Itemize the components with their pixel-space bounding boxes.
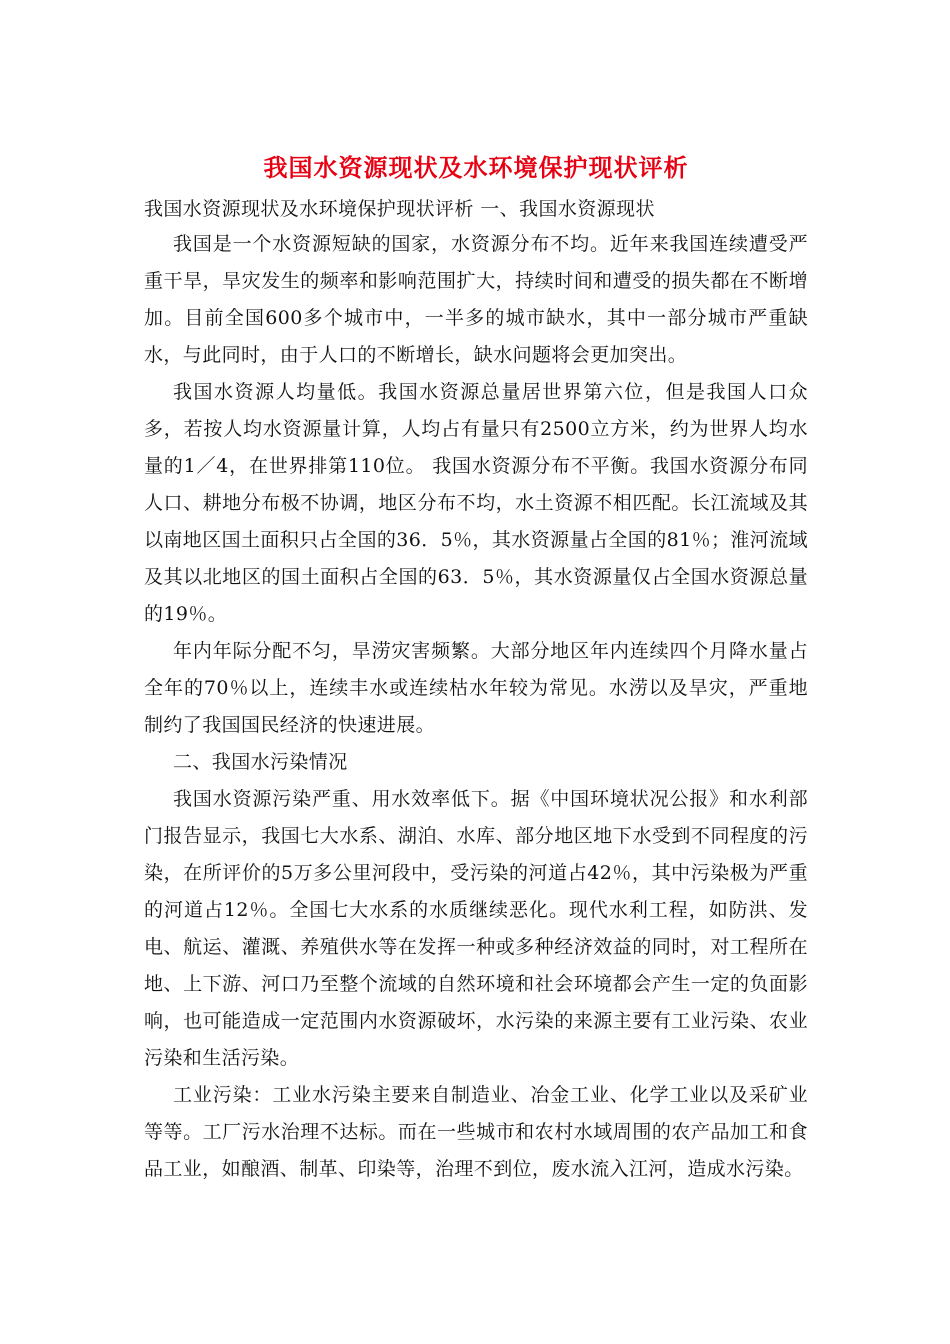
section-heading-pollution: 二、我国水污染情况: [173, 751, 348, 773]
paragraph-pollution: 我国水资源污染严重、用水效率低下。据《中国环境状况公报》和水利部门报告显示，我国七大水系、湖泊、水库、部分地区地下水受到不同程度的污染，在所评价的5万多公里河段中，受污染的河道占42％，其中污染极为严重的河道占12％。全国七大水系的水质继续恶化。现代水利工程，如防洪、发电、航运、灌溉、养殖供水等在发挥一种或多种经济效益的同时，对工程所在地、上下游、河口乃至整个流域的自然环境和社会环境都会产生一定的负面影响，也可能造成一定范围内水资源破坏，水污染的来源主要有工业污染、农业污染和生活污染。: [144, 788, 808, 1069]
paragraph-industrial-pollution: 工业污染：工业水污染主要来自制造业、冶金工业、化学工业以及采矿业等等。工厂污水治理不达标。而在一些城市和农村水域周围的农产品加工和食品工业，如酿酒、制革、印染等，治理不到位，废水流入江河，造成水污染。: [144, 1084, 808, 1180]
paragraph-per-capita: 我国水资源人均量低。我国水资源总量居世界第六位，但是我国人口众多，若按人均水资源量计算，人均占有量只有2500立方米，约为世界人均水量的1／4，在世界排第110位。 我国水资源分布不平衡。我国水资源分布同人口、耕地分布极不协调，地区分布不均，水土资源不相匹配。长江流域及其以南地区国土面积只占全国的36．5％，其水资源量占全国的81％；淮河流域及其以北地区的国土面积占全国的63．5％，其水资源量仅占全国水资源总量的19％。: [144, 381, 808, 625]
document-body: [144, 148, 808, 1188]
paragraph-distribution: 年内年际分配不匀，旱涝灾害频繁。大部分地区年内连续四个月降水量占全年的70％以上，连续丰水或连续枯水年较为常见。水涝以及旱灾，严重地制约了我国国民经济的快速进展。: [144, 640, 808, 736]
paragraph-water-shortage: 我国是一个水资源短缺的国家，水资源分布不均。近年来我国连续遭受严重干旱，旱灾发生的频率和影响范围扩大，持续时间和遭受的损失都在不断增加。目前全国600多个城市中，一半多的城市缺水，其中一部分城市严重缺水，与此同时，由于人口的不断增长，缺水问题将会更加突出。: [144, 233, 808, 366]
document-subtitle: 我国水资源现状及水环境保护现状评析 一、我国水资源现状: [144, 198, 655, 220]
document-title: 我国水资源现状及水环境保护现状评析: [263, 153, 689, 182]
